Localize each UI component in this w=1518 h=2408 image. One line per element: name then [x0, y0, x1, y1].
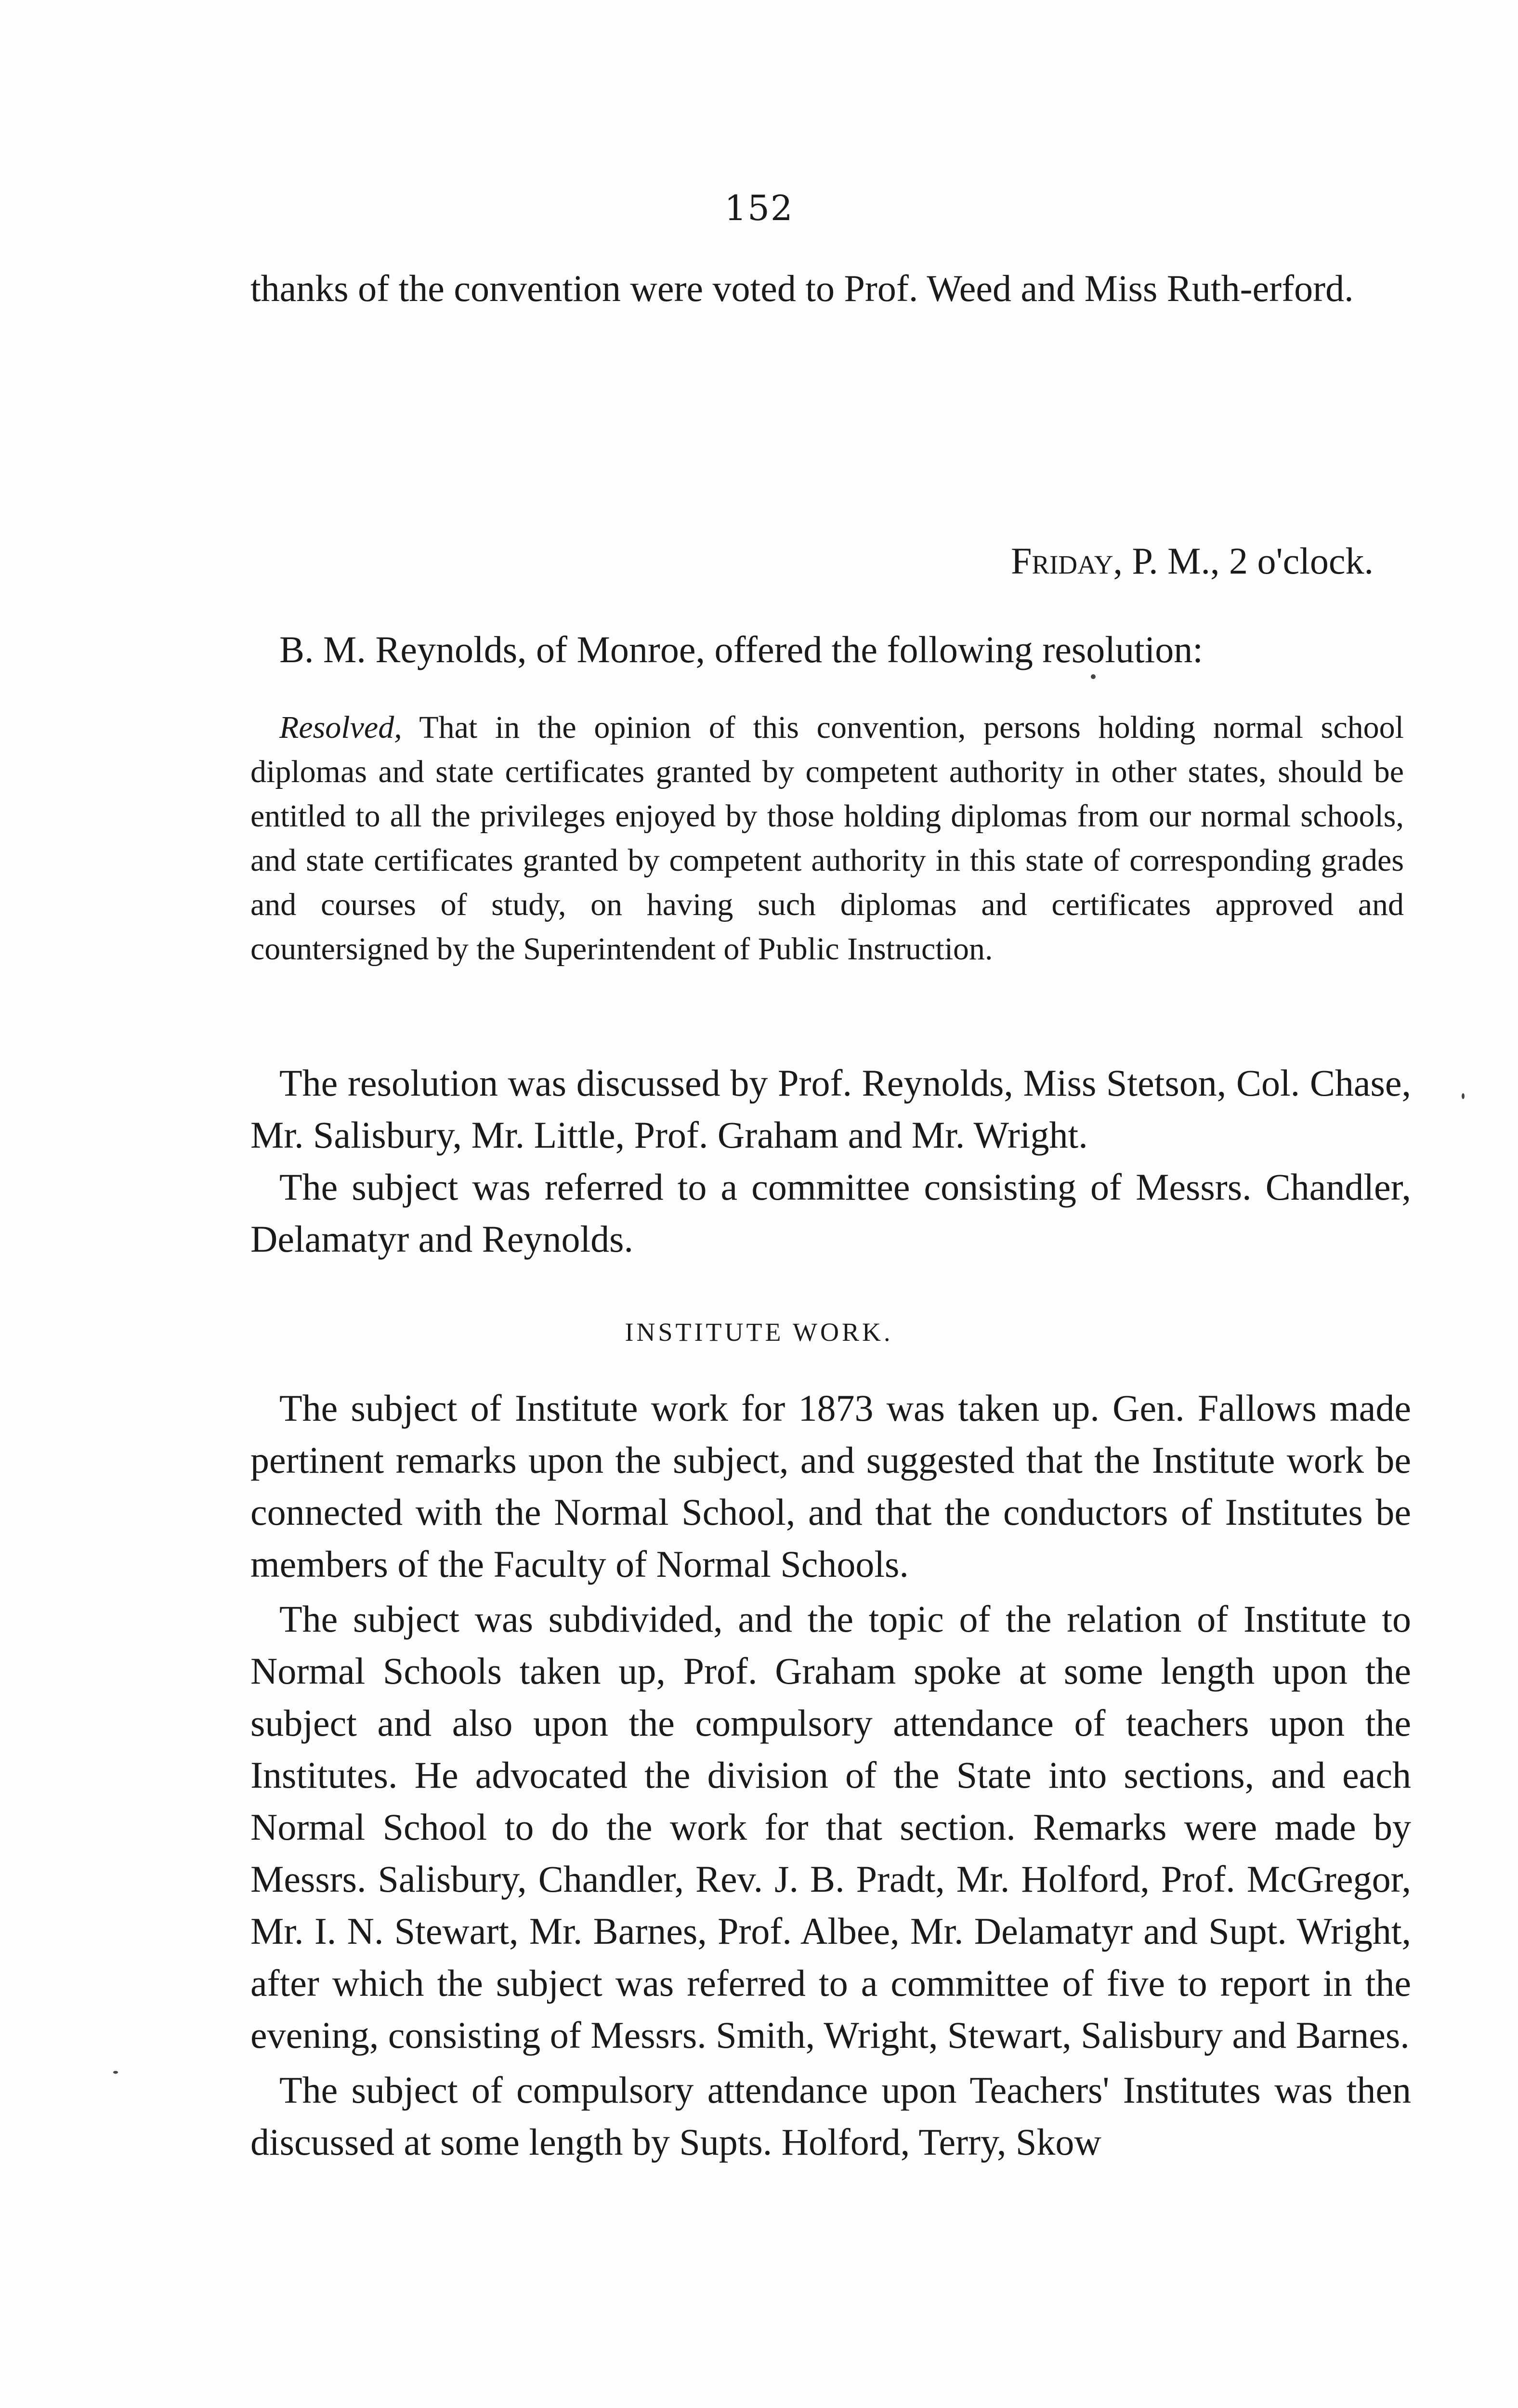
institute-paragraph-1: The subject of Institute work for 1873 was taken up. Gen. Fallows made pertinent remarks upon the subject, and suggested that the Institute work be connected with the Normal School, and that the conductors of Institutes be members of the Faculty of Normal Schools.: [250, 1387, 1411, 1585]
resolution-text: [250, 706, 1404, 971]
resolution-paragraph: [250, 706, 1404, 971]
section-heading: INSTITUTE WORK.: [625, 1318, 893, 1347]
continuation-paragraph: [250, 262, 1411, 314]
scan-speck: [1462, 1093, 1465, 1099]
dateline-time: , P. M., 2 o'clock.: [1113, 540, 1374, 582]
motion-text: B. M. Reynolds, of Monroe, offered the following resolution:: [279, 628, 1203, 670]
discussion-paragraph-1: The resolution was discussed by Prof. Reynolds, Miss Stetson, Col. Chase, Mr. Salisbury, Mr. Little, Prof. Graham and Mr. Wright.: [250, 1062, 1411, 1156]
institute-paragraph-2: The subject was subdivided, and the topic of the relation of Institute to Normal Schools taken up, Prof. Graham spoke at some length upon the subject and also upon the compulsory attendance of teachers upon the Institutes. He advocated the division of the State into sections, and each Normal School to do the work for that section. Remarks were made by Messrs. Salisbury, Chandler, Rev. J. B. Pradt, Mr. Holford, Prof. McGregor, Mr. I. N. Stewart, Mr. Barnes, Prof. Albee, Mr. Delamatyr and Supt. Wright, after which the subject was referred to a committee of five to report in the evening, consisting of Messrs. Smith, Wright, Stewart, Salisbury and Barnes.: [250, 1598, 1411, 2056]
dateline-day: Friday: [1010, 540, 1113, 582]
dateline: [1011, 539, 1374, 583]
continuation-text: thanks of the convention were voted to Prof. Weed and Miss Ruth-erford.: [250, 267, 1354, 309]
institute-work-block: [250, 1382, 1411, 2168]
scan-speck: [113, 2071, 118, 2074]
discussion-paragraph-2: The subject was referred to a committee consisting of Messrs. Chandler, Delamatyr and Reynolds.: [250, 1166, 1411, 1260]
page-number: 152: [724, 188, 794, 228]
scan-speck: [1091, 674, 1096, 679]
discussion-block: [250, 1057, 1411, 1265]
motion-paragraph: [250, 624, 1411, 676]
resolution-body: That in the opinion of this convention, persons holding normal school diplomas and state certificates granted by competent authority in other states, should be entitled to all the privileges enjoyed by those holding diplomas from our normal schools, and state certificates granted by competent authority in this state of corresponding grades and courses of study, on having such diplomas and certificates approved and countersigned by the Superintendent of Public Instruction.: [250, 710, 1404, 967]
resolution-lead: Resolved,: [279, 710, 402, 745]
institute-paragraph-3: The subject of compulsory attendance upon Teachers' Institutes was then discussed at some length by Supts. Holford, Terry, Skow: [250, 2069, 1411, 2163]
